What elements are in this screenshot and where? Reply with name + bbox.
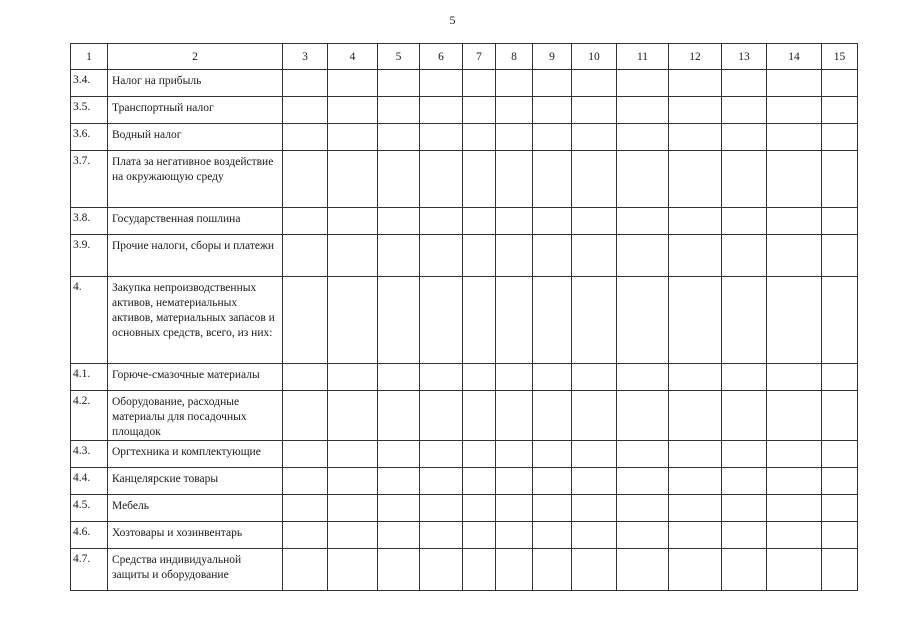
value-cell-col-5 (378, 97, 420, 124)
value-cell-col-9 (533, 151, 572, 208)
row-label: Налог на прибыль (108, 70, 283, 97)
value-cell-col-8 (496, 522, 533, 549)
header-cell: 10 (572, 44, 617, 70)
value-cell-col-9 (533, 277, 572, 364)
value-cell-col-15 (822, 522, 858, 549)
value-cell-col-3 (283, 441, 328, 468)
value-cell-col-10 (572, 151, 617, 208)
value-cell-col-4 (328, 70, 378, 97)
value-cell-col-12 (669, 364, 722, 391)
value-cell-col-10 (572, 208, 617, 235)
value-cell-col-5 (378, 151, 420, 208)
table-row (71, 495, 858, 522)
value-cell-col-14 (767, 549, 822, 591)
value-cell-col-5 (378, 522, 420, 549)
value-cell-col-13 (722, 495, 767, 522)
value-cell-col-3 (283, 522, 328, 549)
header-cell: 4 (328, 44, 378, 70)
value-cell-col-13 (722, 549, 767, 591)
value-cell-col-6 (420, 124, 463, 151)
value-cell-col-6 (420, 441, 463, 468)
value-cell-col-13 (722, 441, 767, 468)
value-cell-col-4 (328, 151, 378, 208)
value-cell-col-8 (496, 468, 533, 495)
value-cell-col-7 (463, 495, 496, 522)
value-cell-col-12 (669, 277, 722, 364)
value-cell-col-11 (617, 391, 669, 441)
row-label: Плата за негативное воздействие на окружающую среду (108, 151, 283, 208)
value-cell-col-8 (496, 549, 533, 591)
value-cell-col-11 (617, 208, 669, 235)
row-code: 3.6. (71, 124, 108, 151)
value-cell-col-8 (496, 97, 533, 124)
value-cell-col-6 (420, 151, 463, 208)
value-cell-col-9 (533, 549, 572, 591)
row-label: Прочие налоги, сборы и платежи (108, 235, 283, 277)
value-cell-col-4 (328, 124, 378, 151)
value-cell-col-10 (572, 468, 617, 495)
value-cell-col-8 (496, 70, 533, 97)
value-cell-col-14 (767, 495, 822, 522)
value-cell-col-10 (572, 235, 617, 277)
row-label: Горюче-смазочные материалы (108, 364, 283, 391)
value-cell-col-7 (463, 277, 496, 364)
value-cell-col-3 (283, 549, 328, 591)
value-cell-col-4 (328, 391, 378, 441)
value-cell-col-4 (328, 522, 378, 549)
value-cell-col-13 (722, 364, 767, 391)
value-cell-col-4 (328, 364, 378, 391)
value-cell-col-10 (572, 277, 617, 364)
row-code: 4.7. (71, 549, 108, 591)
value-cell-col-8 (496, 124, 533, 151)
value-cell-col-15 (822, 277, 858, 364)
value-cell-col-5 (378, 364, 420, 391)
row-code: 4.1. (71, 364, 108, 391)
value-cell-col-3 (283, 391, 328, 441)
value-cell-col-15 (822, 468, 858, 495)
value-cell-col-13 (722, 468, 767, 495)
value-cell-col-10 (572, 70, 617, 97)
value-cell-col-9 (533, 208, 572, 235)
value-cell-col-10 (572, 549, 617, 591)
value-cell-col-9 (533, 97, 572, 124)
row-code: 4. (71, 277, 108, 364)
value-cell-col-6 (420, 364, 463, 391)
table-row (71, 151, 858, 208)
value-cell-col-15 (822, 441, 858, 468)
value-cell-col-15 (822, 151, 858, 208)
table-row (71, 522, 858, 549)
row-code: 3.8. (71, 208, 108, 235)
value-cell-col-8 (496, 441, 533, 468)
value-cell-col-8 (496, 364, 533, 391)
value-cell-col-10 (572, 441, 617, 468)
value-cell-col-5 (378, 441, 420, 468)
table-row (71, 277, 858, 364)
value-cell-col-9 (533, 364, 572, 391)
value-cell-col-14 (767, 277, 822, 364)
value-cell-col-7 (463, 441, 496, 468)
row-code: 3.5. (71, 97, 108, 124)
value-cell-col-5 (378, 277, 420, 364)
value-cell-col-6 (420, 522, 463, 549)
value-cell-col-12 (669, 391, 722, 441)
value-cell-col-13 (722, 391, 767, 441)
value-cell-col-4 (328, 495, 378, 522)
value-cell-col-14 (767, 235, 822, 277)
value-cell-col-12 (669, 124, 722, 151)
value-cell-col-8 (496, 277, 533, 364)
value-cell-col-12 (669, 70, 722, 97)
value-cell-col-12 (669, 235, 722, 277)
value-cell-col-14 (767, 70, 822, 97)
value-cell-col-13 (722, 124, 767, 151)
value-cell-col-3 (283, 97, 328, 124)
value-cell-col-8 (496, 391, 533, 441)
value-cell-col-9 (533, 468, 572, 495)
value-cell-col-3 (283, 208, 328, 235)
value-cell-col-9 (533, 70, 572, 97)
table-row (71, 235, 858, 277)
value-cell-col-10 (572, 124, 617, 151)
value-cell-col-5 (378, 549, 420, 591)
row-label: Водный налог (108, 124, 283, 151)
row-label: Оргтехника и комплектующие (108, 441, 283, 468)
value-cell-col-11 (617, 364, 669, 391)
value-cell-col-4 (328, 468, 378, 495)
value-cell-col-6 (420, 277, 463, 364)
table-row (71, 97, 858, 124)
value-cell-col-14 (767, 151, 822, 208)
value-cell-col-13 (722, 208, 767, 235)
value-cell-col-13 (722, 70, 767, 97)
row-code: 4.3. (71, 441, 108, 468)
table-row (71, 391, 858, 441)
value-cell-col-5 (378, 208, 420, 235)
value-cell-col-6 (420, 549, 463, 591)
value-cell-col-4 (328, 441, 378, 468)
row-label: Государственная пошлина (108, 208, 283, 235)
value-cell-col-4 (328, 208, 378, 235)
row-label: Оборудование, расходные материалы для посадочных площадок (108, 391, 283, 441)
value-cell-col-9 (533, 522, 572, 549)
row-code: 3.7. (71, 151, 108, 208)
value-cell-col-7 (463, 151, 496, 208)
value-cell-col-7 (463, 364, 496, 391)
value-cell-col-15 (822, 495, 858, 522)
row-code: 4.2. (71, 391, 108, 441)
table-row (71, 364, 858, 391)
value-cell-col-6 (420, 468, 463, 495)
value-cell-col-9 (533, 391, 572, 441)
value-cell-col-6 (420, 70, 463, 97)
value-cell-col-12 (669, 549, 722, 591)
row-code: 4.4. (71, 468, 108, 495)
value-cell-col-14 (767, 208, 822, 235)
value-cell-col-14 (767, 441, 822, 468)
value-cell-col-3 (283, 364, 328, 391)
value-cell-col-5 (378, 70, 420, 97)
value-cell-col-11 (617, 495, 669, 522)
value-cell-col-14 (767, 522, 822, 549)
value-cell-col-3 (283, 151, 328, 208)
value-cell-col-12 (669, 441, 722, 468)
value-cell-col-15 (822, 549, 858, 591)
header-cell: 6 (420, 44, 463, 70)
value-cell-col-5 (378, 235, 420, 277)
value-cell-col-8 (496, 208, 533, 235)
value-cell-col-13 (722, 235, 767, 277)
header-cell: 14 (767, 44, 822, 70)
value-cell-col-15 (822, 391, 858, 441)
row-label: Закупка непроизводственных активов, нематериальных активов, материальных запасов и основных средств, всего, из них: (108, 277, 283, 364)
value-cell-col-7 (463, 235, 496, 277)
header-cell: 13 (722, 44, 767, 70)
value-cell-col-6 (420, 235, 463, 277)
value-cell-col-11 (617, 124, 669, 151)
value-cell-col-7 (463, 549, 496, 591)
value-cell-col-3 (283, 235, 328, 277)
value-cell-col-12 (669, 208, 722, 235)
value-cell-col-7 (463, 208, 496, 235)
row-label: Хозтовары и хозинвентарь (108, 522, 283, 549)
header-cell: 7 (463, 44, 496, 70)
value-cell-col-11 (617, 441, 669, 468)
value-cell-col-9 (533, 235, 572, 277)
page-number: 5 (449, 13, 456, 27)
value-cell-col-11 (617, 277, 669, 364)
table-row (71, 468, 858, 495)
table-row (71, 549, 858, 591)
value-cell-col-13 (722, 97, 767, 124)
value-cell-col-10 (572, 522, 617, 549)
value-cell-col-9 (533, 441, 572, 468)
value-cell-col-8 (496, 151, 533, 208)
value-cell-col-6 (420, 208, 463, 235)
value-cell-col-15 (822, 235, 858, 277)
value-cell-col-14 (767, 97, 822, 124)
value-cell-col-4 (328, 277, 378, 364)
value-cell-col-6 (420, 97, 463, 124)
value-cell-col-7 (463, 124, 496, 151)
row-code: 4.5. (71, 495, 108, 522)
value-cell-col-10 (572, 391, 617, 441)
header-cell: 12 (669, 44, 722, 70)
header-cell: 8 (496, 44, 533, 70)
table-row (71, 441, 858, 468)
header-cell: 15 (822, 44, 858, 70)
value-cell-col-15 (822, 364, 858, 391)
row-code: 3.9. (71, 235, 108, 277)
value-cell-col-3 (283, 70, 328, 97)
row-code: 3.4. (71, 70, 108, 97)
value-cell-col-4 (328, 235, 378, 277)
value-cell-col-12 (669, 97, 722, 124)
header-cell: 2 (108, 44, 283, 70)
value-cell-col-9 (533, 495, 572, 522)
value-cell-col-12 (669, 151, 722, 208)
table-row (71, 70, 858, 97)
value-cell-col-15 (822, 70, 858, 97)
value-cell-col-10 (572, 364, 617, 391)
value-cell-col-7 (463, 468, 496, 495)
table-row (71, 124, 858, 151)
value-cell-col-10 (572, 97, 617, 124)
header-cell: 5 (378, 44, 420, 70)
value-cell-col-14 (767, 468, 822, 495)
value-cell-col-7 (463, 391, 496, 441)
header-cell: 11 (617, 44, 669, 70)
value-cell-col-11 (617, 549, 669, 591)
row-label: Транспортный налог (108, 97, 283, 124)
value-cell-col-15 (822, 124, 858, 151)
row-label: Средства индивидуальной защиты и оборудование (108, 549, 283, 591)
value-cell-col-11 (617, 235, 669, 277)
header-cell: 3 (283, 44, 328, 70)
value-cell-col-13 (722, 151, 767, 208)
value-cell-col-11 (617, 522, 669, 549)
value-cell-col-15 (822, 97, 858, 124)
value-cell-col-3 (283, 124, 328, 151)
value-cell-col-4 (328, 549, 378, 591)
value-cell-col-3 (283, 495, 328, 522)
value-cell-col-15 (822, 208, 858, 235)
value-cell-col-11 (617, 151, 669, 208)
value-cell-col-3 (283, 468, 328, 495)
value-cell-col-14 (767, 124, 822, 151)
value-cell-col-3 (283, 277, 328, 364)
value-cell-col-8 (496, 495, 533, 522)
value-cell-col-9 (533, 124, 572, 151)
value-cell-col-6 (420, 495, 463, 522)
row-label: Мебель (108, 495, 283, 522)
value-cell-col-11 (617, 468, 669, 495)
value-cell-col-14 (767, 364, 822, 391)
value-cell-col-11 (617, 97, 669, 124)
value-cell-col-11 (617, 70, 669, 97)
value-cell-col-5 (378, 468, 420, 495)
value-cell-col-6 (420, 391, 463, 441)
value-cell-col-12 (669, 495, 722, 522)
header-cell: 1 (71, 44, 108, 70)
row-label: Канцелярские товары (108, 468, 283, 495)
value-cell-col-8 (496, 235, 533, 277)
table-row (71, 208, 858, 235)
header-cell: 9 (533, 44, 572, 70)
value-cell-col-13 (722, 522, 767, 549)
value-cell-col-13 (722, 277, 767, 364)
value-cell-col-14 (767, 391, 822, 441)
value-cell-col-5 (378, 391, 420, 441)
value-cell-col-10 (572, 495, 617, 522)
value-cell-col-4 (328, 97, 378, 124)
value-cell-col-5 (378, 495, 420, 522)
value-cell-col-12 (669, 468, 722, 495)
value-cell-col-5 (378, 124, 420, 151)
table-header-row (71, 44, 858, 70)
value-cell-col-12 (669, 522, 722, 549)
row-code: 4.6. (71, 522, 108, 549)
value-cell-col-7 (463, 97, 496, 124)
budget-table (70, 43, 858, 591)
value-cell-col-7 (463, 522, 496, 549)
value-cell-col-7 (463, 70, 496, 97)
